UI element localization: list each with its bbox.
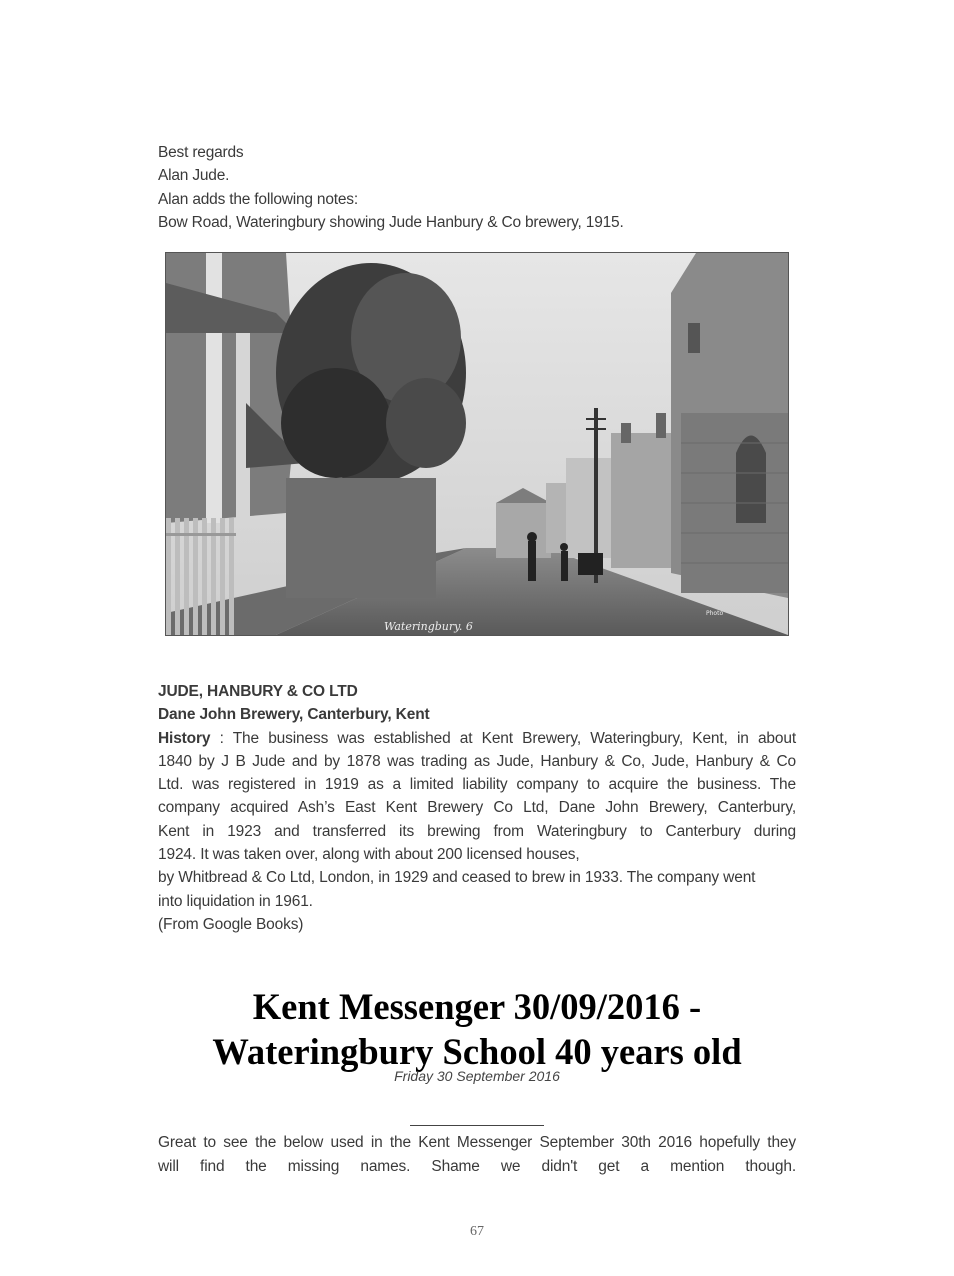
closing-line: Best regards bbox=[158, 144, 244, 161]
brewery-location: Dane John Brewery, Canterbury, Kent bbox=[158, 706, 430, 724]
history-line: 1924. It was taken over, along with about 200 licensed houses, bbox=[158, 846, 580, 864]
signature-line: Alan Jude. bbox=[158, 167, 230, 185]
divider bbox=[410, 1125, 544, 1126]
body-line: will find the missing names. Shame we didn't get a mention though. bbox=[158, 1158, 796, 1175]
history-text: The business was established at Kent Brewery, Wateringbury, Kent, in about bbox=[232, 729, 796, 747]
history-line: Kent in 1923 and transferred its brewing from Wateringbury to Canterbury during bbox=[158, 822, 796, 840]
article-headline bbox=[100, 984, 854, 1074]
photo-publisher-mark: Photo bbox=[706, 610, 724, 617]
page-number: 67 bbox=[470, 1224, 484, 1239]
history-line: into liquidation in 1961. bbox=[158, 892, 313, 910]
source-note: (From Google Books) bbox=[158, 915, 304, 933]
history-separator: : bbox=[210, 729, 233, 747]
history-line: Ltd. was registered in 1919 as a limited liability company to acquire the business. The bbox=[158, 776, 796, 794]
company-history bbox=[158, 680, 796, 936]
letter-closing bbox=[158, 141, 798, 234]
article-body bbox=[158, 1131, 796, 1179]
headline-line: Wateringbury School 40 years old bbox=[212, 1031, 742, 1072]
history-label: History bbox=[158, 729, 211, 747]
photo-caption: Wateringbury. 6 bbox=[384, 620, 473, 633]
photo-description: Bow Road, Wateringbury showing Jude Hanbury & Co brewery, 1915. bbox=[158, 213, 624, 231]
history-line: by Whitbread & Co Ltd, London, in 1929 and ceased to brew in 1933. The company went bbox=[158, 869, 756, 887]
history-line: 1840 by J B Jude and by 1878 was trading as Jude, Hanbury & Co, Jude, Hanbury & Co bbox=[158, 752, 796, 770]
notes-intro-line: Alan adds the following notes: bbox=[158, 190, 358, 208]
history-line bbox=[158, 727, 796, 750]
body-line: Great to see the below used in the Kent Messenger September 30th 2016 hopefully they bbox=[158, 1134, 796, 1151]
history-line: company acquired Ash’s East Kent Brewery Co Ltd, Dane John Brewery, Canterbury, bbox=[158, 799, 796, 817]
company-name: JUDE, HANBURY & CO LTD bbox=[158, 683, 358, 700]
article-date: Friday 30 September 2016 bbox=[394, 1068, 560, 1084]
headline-line: Kent Messenger 30/09/2016 - bbox=[252, 986, 702, 1027]
historic-street-photo bbox=[165, 252, 789, 636]
